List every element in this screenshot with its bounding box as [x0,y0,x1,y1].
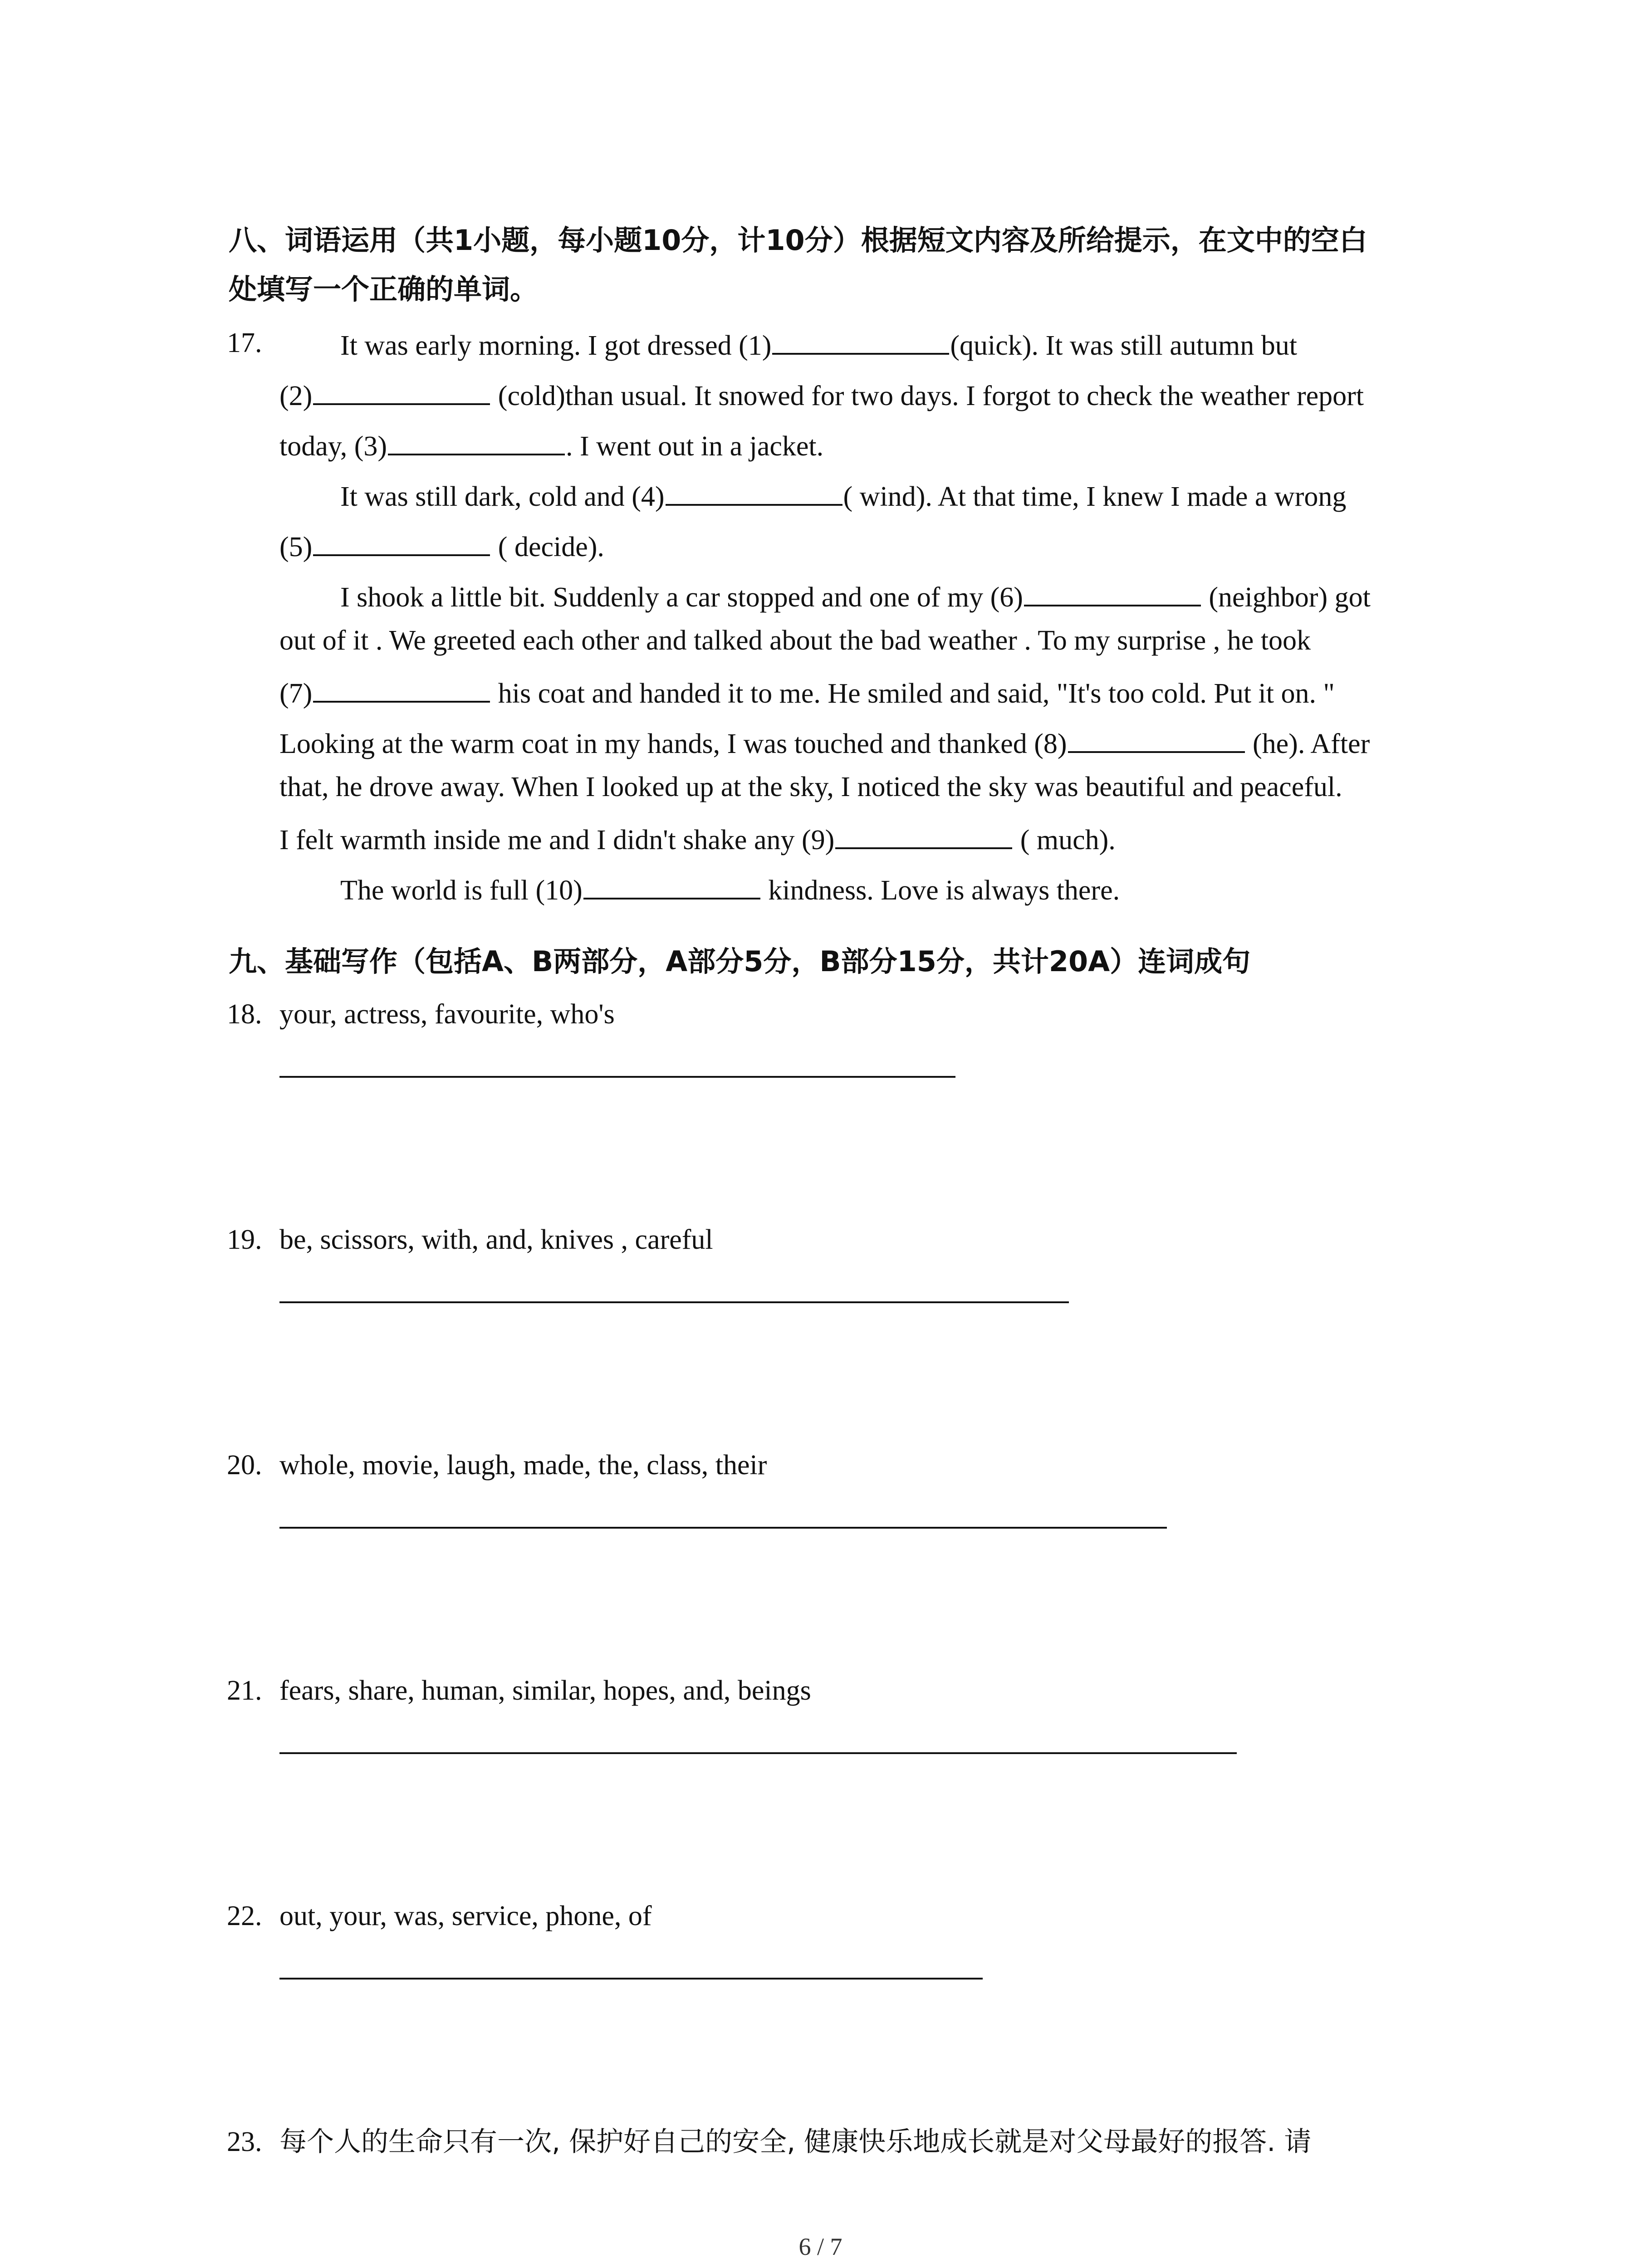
passage-text: kindness. Love is always there. [761,875,1120,906]
passage-text: that, he drove away. When I looked up at the sky, I noticed the sky was beautiful and peaceful. [279,772,1342,802]
passage-line [340,870,1120,909]
passage-line [279,622,1311,659]
passage-line [279,375,1364,414]
blank-7[interactable] [313,673,490,703]
answer-line-19[interactable] [279,1301,1069,1303]
passage-text: It was early morning. I got dressed (1) [340,330,772,361]
passage-line [279,769,1342,805]
passage-line [279,526,604,565]
question-22-number: 22. [227,1901,262,1931]
passage-line [340,325,1297,364]
passage-text: out of it . We greeted each other and talked about the bad weather . To my surprise , he took [279,625,1311,656]
blank-4[interactable] [666,476,843,506]
question-18-number: 18. [227,999,262,1030]
section-8-heading [229,216,1454,314]
passage-text: It was still dark, cold and (4) [340,481,665,512]
passage-text: I felt warmth inside me and I didn't shake any (9) [279,825,835,855]
section-8-heading-line2: 处填写一个正确的单词。 [229,273,539,306]
blank-1[interactable] [772,325,949,355]
blank-10[interactable] [583,870,760,899]
passage-text: (7) [279,678,313,709]
question-18-words: your, actress, favourite, who's [279,999,615,1030]
section-9-heading: 九、基础写作（包括A、B两部分，A部分5分，B部分15分，共计20A）连词成句 [229,945,1251,978]
question-19-words: be, scissors, with, and, knives , careful [279,1224,713,1255]
question-17-number: 17. [227,327,262,358]
blank-9[interactable] [835,819,1012,849]
passage-text: (he). After [1245,728,1370,759]
question-21-words: fears, share, human, similar, hopes, and, beings [279,1675,811,1706]
passage-text: his coat and handed it to me. He smiled and said, "It's too cold. Put it on. " [491,678,1335,709]
question-19-number: 19. [227,1224,262,1255]
blank-3[interactable] [388,425,565,455]
passage-text: (2) [279,381,313,411]
blank-2[interactable] [313,375,490,405]
passage-line [279,425,823,464]
answer-line-21[interactable] [279,1752,1237,1754]
passage-text: ( much). [1013,825,1116,855]
passage-text: Looking at the warm coat in my hands, I was touched and thanked (8) [279,728,1067,759]
question-20-words: whole, movie, laugh, made, the, class, their [279,1450,767,1481]
passage-text: (cold)than usual. It snowed for two days. I forgot to check the weather report [491,381,1364,411]
passage-text: I shook a little bit. Suddenly a car stopped and one of my (6) [340,582,1023,613]
passage-text: . I went out in a jacket. [566,431,824,462]
passage-line [340,577,1371,616]
answer-line-18[interactable] [279,1076,955,1078]
passage-line [279,723,1370,762]
answer-line-20[interactable] [279,1527,1167,1529]
blank-8[interactable] [1068,723,1245,753]
question-23-text: 每个人的生命只有一次, 保护好自己的安全, 健康快乐地成长就是对父母最好的报答. 请 [279,2126,1312,2158]
question-22-words: out, your, was, service, phone, of [279,1901,652,1931]
passage-text: (quick). It was still autumn but [950,330,1297,361]
blank-5[interactable] [313,526,490,556]
question-20-number: 20. [227,1450,262,1481]
passage-line [340,476,1346,515]
question-21-number: 21. [227,1675,262,1706]
passage-text: ( wind). At that time, I knew I made a wrong [843,481,1347,512]
section-8-heading-line1: 八、词语运用（共1小题，每小题10分，计10分）根据短文内容及所给提示，在文中的空白 [229,224,1367,257]
question-23-number: 23. [227,2126,262,2157]
passage-text: (5) [279,532,313,562]
passage-text: today, (3) [279,431,387,462]
passage-line [279,819,1116,858]
answer-line-22[interactable] [279,1978,983,1980]
passage-text: ( decide). [491,532,604,562]
passage-text: (neighbor) got [1201,582,1371,613]
passage-text: The world is full (10) [340,875,583,906]
passage-line [279,673,1335,712]
page-number: 6 / 7 [798,2233,843,2260]
blank-6[interactable] [1024,577,1201,606]
